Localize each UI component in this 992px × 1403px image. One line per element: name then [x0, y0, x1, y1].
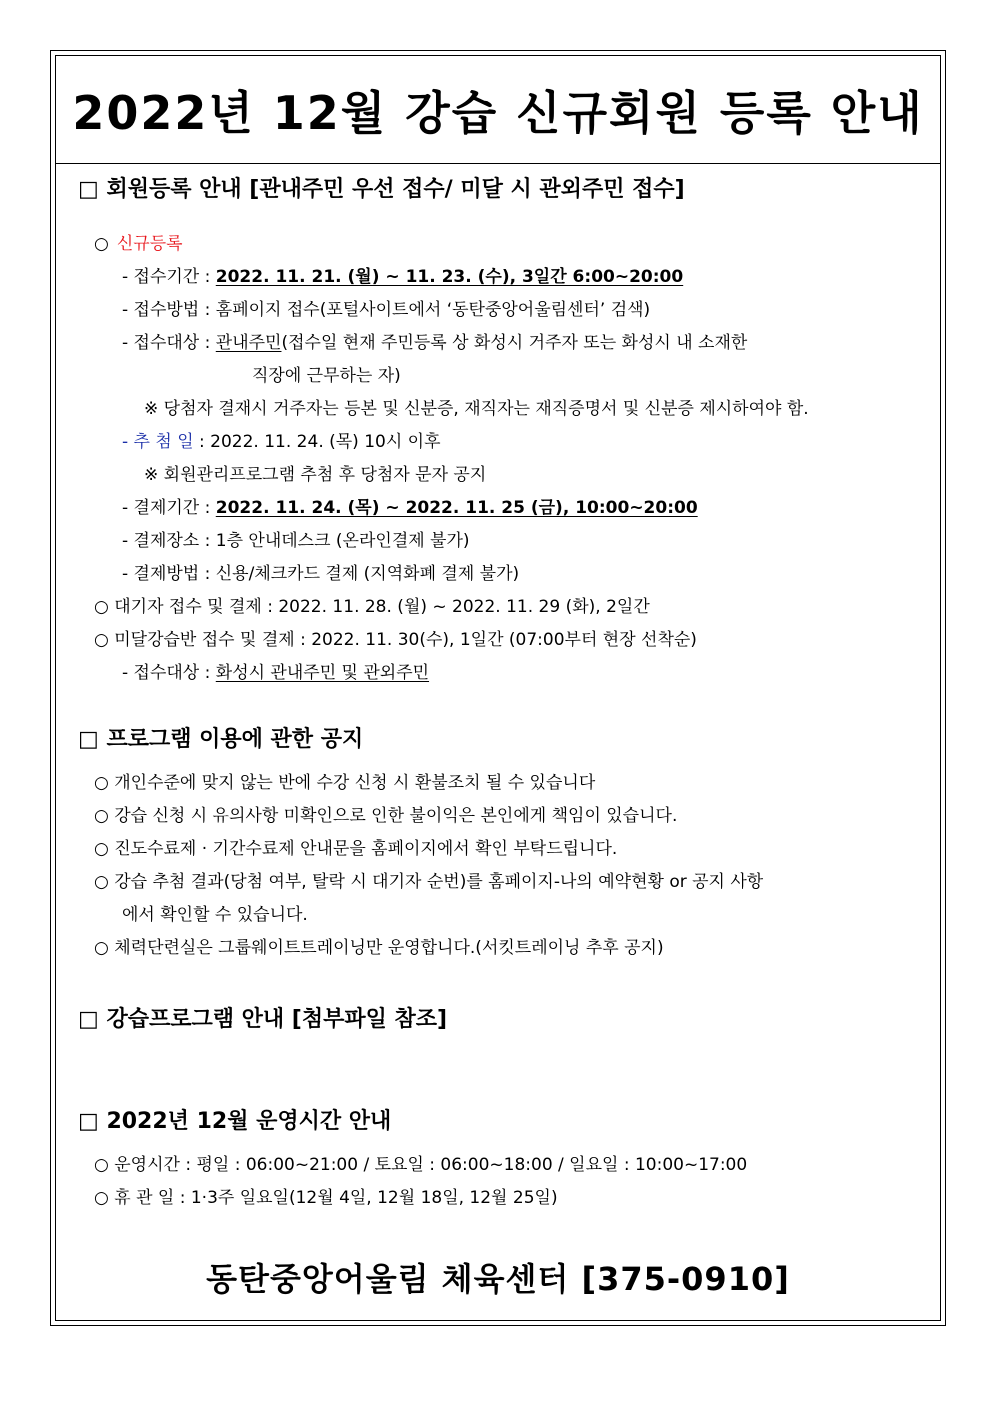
unfilled-line: ○ 미달강습반 접수 및 결제 : 2022. 11. 30(수), 1일간 (07:00부터 현장 선착순): [94, 630, 697, 650]
unfilled-target-line: [122, 662, 429, 684]
target-continuation: 직장에 근무하는 자): [252, 366, 401, 386]
method-line: [122, 299, 650, 321]
method-label: - 접수방법 :: [122, 300, 216, 320]
period-line: [122, 266, 683, 288]
waitlist-line: ○ 대기자 접수 및 결제 : 2022. 11. 28. (월) ~ 2022. 11. 29 (화), 2일간: [94, 597, 650, 617]
notice-item: ○ 강습 추첨 결과(당첨 여부, 탈락 시 대기자 순번)를 홈페이지-나의 예약현황 or 공지 사항: [94, 872, 764, 892]
unfilled-target-value: 화성시 관내주민 및 관외주민: [215, 663, 430, 683]
notice-item: ○ 개인수준에 맞지 않는 반에 수강 신청 시 환불조치 될 수 있습니다: [94, 773, 596, 793]
lottery-dash: -: [122, 432, 134, 452]
document-border: [50, 50, 946, 1326]
payment-place-line: - 결제장소 : 1층 안내데스크 (온라인결제 불가): [122, 531, 470, 551]
closed-days-line: ○ 휴 관 일 : 1·3주 일요일(12월 4일, 12월 18일, 12월 25일): [94, 1188, 558, 1208]
note-lottery-sms: ※ 회원관리프로그램 추첨 후 당첨자 문자 공지: [144, 465, 487, 485]
section-registration-heading: □ 회원등록 안내 [관내주민 우선 접수/ 미달 시 관외주민 접수]: [78, 177, 685, 202]
payment-method-line: - 결제방법 : 신용/체크카드 결제 (지역화폐 결제 불가): [122, 564, 520, 584]
page-title: 2022년 12월 강습 신규회원 등록 안내: [72, 85, 924, 140]
section-program-heading: □ 강습프로그램 안내 [첨부파일 참조]: [78, 1007, 448, 1032]
target-label: - 접수대상 :: [122, 333, 216, 353]
notice-item: ○ 체력단련실은 그룹웨이트트레이닝만 운영합니다.(서킷트레이닝 추후 공지): [94, 938, 664, 958]
method-value: 홈페이지 접수(포털사이트에서 ‘동탄중앙어울림센터’ 검색): [215, 300, 651, 320]
section-hours-heading: □ 2022년 12월 운영시간 안내: [78, 1109, 392, 1134]
section-notice-heading: □ 프로그램 이용에 관한 공지: [78, 727, 364, 752]
payment-period-label: - 결제기간 :: [122, 498, 216, 518]
circle-bullet: ○: [94, 234, 109, 254]
new-registration-text: 신규등록: [116, 234, 183, 254]
period-value: 2022. 11. 21. (월) ~ 11. 23. (수), 3일간 6:00~20:00: [215, 267, 684, 287]
lottery-value: 2022. 11. 24. (목) 10시 이후: [210, 432, 441, 452]
lottery-sep: :: [193, 432, 211, 452]
payment-period-line: [122, 497, 698, 519]
target-line: [122, 332, 747, 354]
notice-item: ○ 강습 신청 시 유의사항 미확인으로 인한 불이익은 본인에게 책임이 있습니다.: [94, 806, 678, 826]
target-rest: (접수일 현재 주민등록 상 화성시 거주자 또는 화성시 내 소재한: [281, 333, 748, 353]
lottery-label: 추 첨 일: [133, 432, 194, 452]
operating-hours-line: ○ 운영시간 : 평일 : 06:00~21:00 / 토요일 : 06:00~18:00 / 일요일 : 10:00~17:00: [94, 1155, 748, 1175]
new-registration-label: [94, 233, 183, 255]
period-label: - 접수기간 :: [122, 267, 216, 287]
footer-center-contact: 동탄중앙어울림 체육센터 [375-0910]: [206, 1260, 790, 1298]
document-inner-border: [55, 55, 941, 1321]
notice-item: ○ 진도수료제 · 기간수료제 안내문을 홈페이지에서 확인 부탁드립니다.: [94, 839, 618, 859]
unfilled-target-label: - 접수대상 :: [122, 663, 216, 683]
note-winner-documents: ※ 당첨자 결재시 거주자는 등본 및 신분증, 재직자는 재직증명서 및 신분증 제시하여야 함.: [144, 399, 809, 419]
target-underlined: 관내주민: [215, 333, 282, 353]
payment-period-value: 2022. 11. 24. (목) ~ 2022. 11. 25 (금), 10:00~20:00: [215, 498, 698, 518]
lottery-line: [122, 431, 441, 453]
title-box: [56, 56, 940, 164]
notice-item-continuation: 에서 확인할 수 있습니다.: [122, 905, 308, 925]
